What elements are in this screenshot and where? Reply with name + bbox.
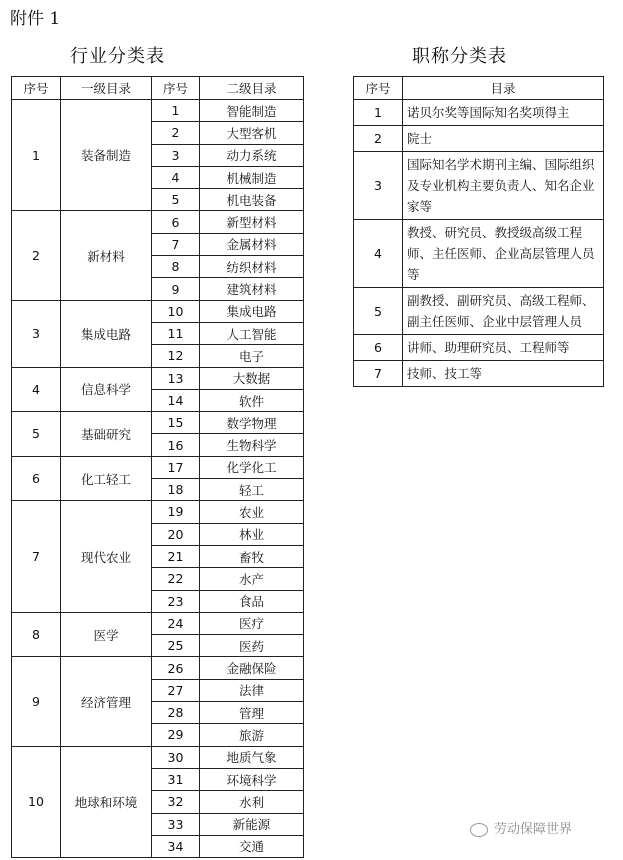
table-row [12,100,304,122]
item-number: 4 [152,166,200,188]
item-name: 集成电路 [200,300,304,322]
item-number: 23 [152,590,200,612]
item-name: 食品 [200,590,304,612]
group-number: 2 [12,211,61,300]
group-number: 10 [12,746,61,857]
item-number: 21 [152,545,200,567]
item-number: 19 [152,501,200,523]
row-directory: 教授、研究员、教授级高级工程师、主任医师、企业高层管理人员等 [403,220,604,288]
title-table-body [354,100,604,387]
item-number: 6 [152,211,200,233]
industry-table [11,76,304,858]
watermark-text: 劳动保障世界 [494,822,573,837]
item-number: 11 [152,322,200,344]
item-name: 大型客机 [200,122,304,144]
item-number: 22 [152,568,200,590]
item-number: 14 [152,389,200,411]
industry-table-body [12,100,304,858]
item-name: 轻工 [200,479,304,501]
row-directory: 诺贝尔奖等国际知名奖项得主 [403,100,604,126]
table-row [12,657,304,679]
item-name: 动力系统 [200,144,304,166]
table-row [12,300,304,322]
item-number: 1 [152,100,200,122]
header-no2: 序号 [152,77,200,100]
row-number: 3 [354,152,403,220]
group-name: 地球和环境 [61,746,152,857]
group-name: 化工轻工 [61,456,152,501]
item-name: 新能源 [200,813,304,835]
group-number: 5 [12,412,61,457]
item-name: 金融保险 [200,657,304,679]
table-row [12,456,304,478]
item-name: 数学物理 [200,412,304,434]
item-number: 9 [152,278,200,300]
row-number: 6 [354,335,403,361]
title-table-title: 职称分类表 [412,46,507,67]
item-name: 大数据 [200,367,304,389]
item-number: 10 [152,300,200,322]
group-number: 4 [12,367,61,412]
item-name: 水利 [200,791,304,813]
group-number: 1 [12,100,61,211]
item-number: 27 [152,679,200,701]
table-row [12,211,304,233]
group-name: 新材料 [61,211,152,300]
item-name: 农业 [200,501,304,523]
chat-bubble-icon [470,823,488,837]
item-number: 3 [152,144,200,166]
item-number: 28 [152,702,200,724]
item-name: 林业 [200,523,304,545]
group-number: 3 [12,300,61,367]
item-name: 软件 [200,389,304,411]
row-number: 7 [354,361,403,387]
item-name: 地质气象 [200,746,304,768]
item-number: 17 [152,456,200,478]
header-no: 序号 [354,77,403,100]
group-name: 经济管理 [61,657,152,746]
item-number: 26 [152,657,200,679]
table-row [354,220,604,288]
industry-table-title: 行业分类表 [70,46,165,67]
group-number: 8 [12,612,61,657]
group-name: 基础研究 [61,412,152,457]
item-number: 16 [152,434,200,456]
group-number: 7 [12,501,61,612]
title-table [353,76,604,387]
item-name: 旅游 [200,724,304,746]
item-name: 法律 [200,679,304,701]
item-name: 机械制造 [200,166,304,188]
header-directory: 目录 [403,77,604,100]
group-name: 医学 [61,612,152,657]
row-number: 5 [354,288,403,335]
table-row [12,367,304,389]
table-row [12,612,304,634]
group-number: 9 [12,657,61,746]
item-name: 生物科学 [200,434,304,456]
item-number: 7 [152,233,200,255]
row-directory: 技师、技工等 [403,361,604,387]
item-name: 纺织材料 [200,256,304,278]
table-row [12,501,304,523]
item-number: 12 [152,345,200,367]
item-number: 24 [152,612,200,634]
item-name: 交通 [200,835,304,857]
item-number: 2 [152,122,200,144]
table-row [12,412,304,434]
table-row [354,100,604,126]
table-row [354,361,604,387]
row-directory: 国际知名学术期刊主编、国际组织及专业机构主要负责人、知名企业家等 [403,152,604,220]
group-number: 6 [12,456,61,501]
table-row [354,152,604,220]
item-name: 机电装备 [200,189,304,211]
table-row [354,335,604,361]
item-name: 环境科学 [200,768,304,790]
group-name: 装备制造 [61,100,152,211]
item-number: 20 [152,523,200,545]
header-no: 序号 [12,77,61,100]
item-name: 新型材料 [200,211,304,233]
header-level2: 二级目录 [200,77,304,100]
item-name: 管理 [200,702,304,724]
item-number: 25 [152,635,200,657]
item-number: 33 [152,813,200,835]
item-name: 医药 [200,635,304,657]
item-number: 29 [152,724,200,746]
item-name: 化学化工 [200,456,304,478]
table-row [354,288,604,335]
group-name: 集成电路 [61,300,152,367]
row-number: 1 [354,100,403,126]
item-name: 金属材料 [200,233,304,255]
item-number: 5 [152,189,200,211]
item-name: 畜牧 [200,545,304,567]
item-number: 32 [152,791,200,813]
item-number: 15 [152,412,200,434]
item-number: 13 [152,367,200,389]
table-row [12,746,304,768]
attachment-label: 附件 1 [10,9,61,29]
item-name: 医疗 [200,612,304,634]
item-number: 8 [152,256,200,278]
row-directory: 副教授、副研究员、高级工程师、副主任医师、企业中层管理人员 [403,288,604,335]
item-number: 18 [152,479,200,501]
group-name: 信息科学 [61,367,152,412]
header-level1: 一级目录 [61,77,152,100]
watermark [470,818,572,837]
item-name: 电子 [200,345,304,367]
item-number: 30 [152,746,200,768]
row-number: 4 [354,220,403,288]
item-number: 31 [152,768,200,790]
row-directory: 讲师、助理研究员、工程师等 [403,335,604,361]
item-name: 智能制造 [200,100,304,122]
item-name: 人工智能 [200,322,304,344]
item-name: 建筑材料 [200,278,304,300]
item-number: 34 [152,835,200,857]
table-row [354,126,604,152]
row-directory: 院士 [403,126,604,152]
item-name: 水产 [200,568,304,590]
row-number: 2 [354,126,403,152]
group-name: 现代农业 [61,501,152,612]
